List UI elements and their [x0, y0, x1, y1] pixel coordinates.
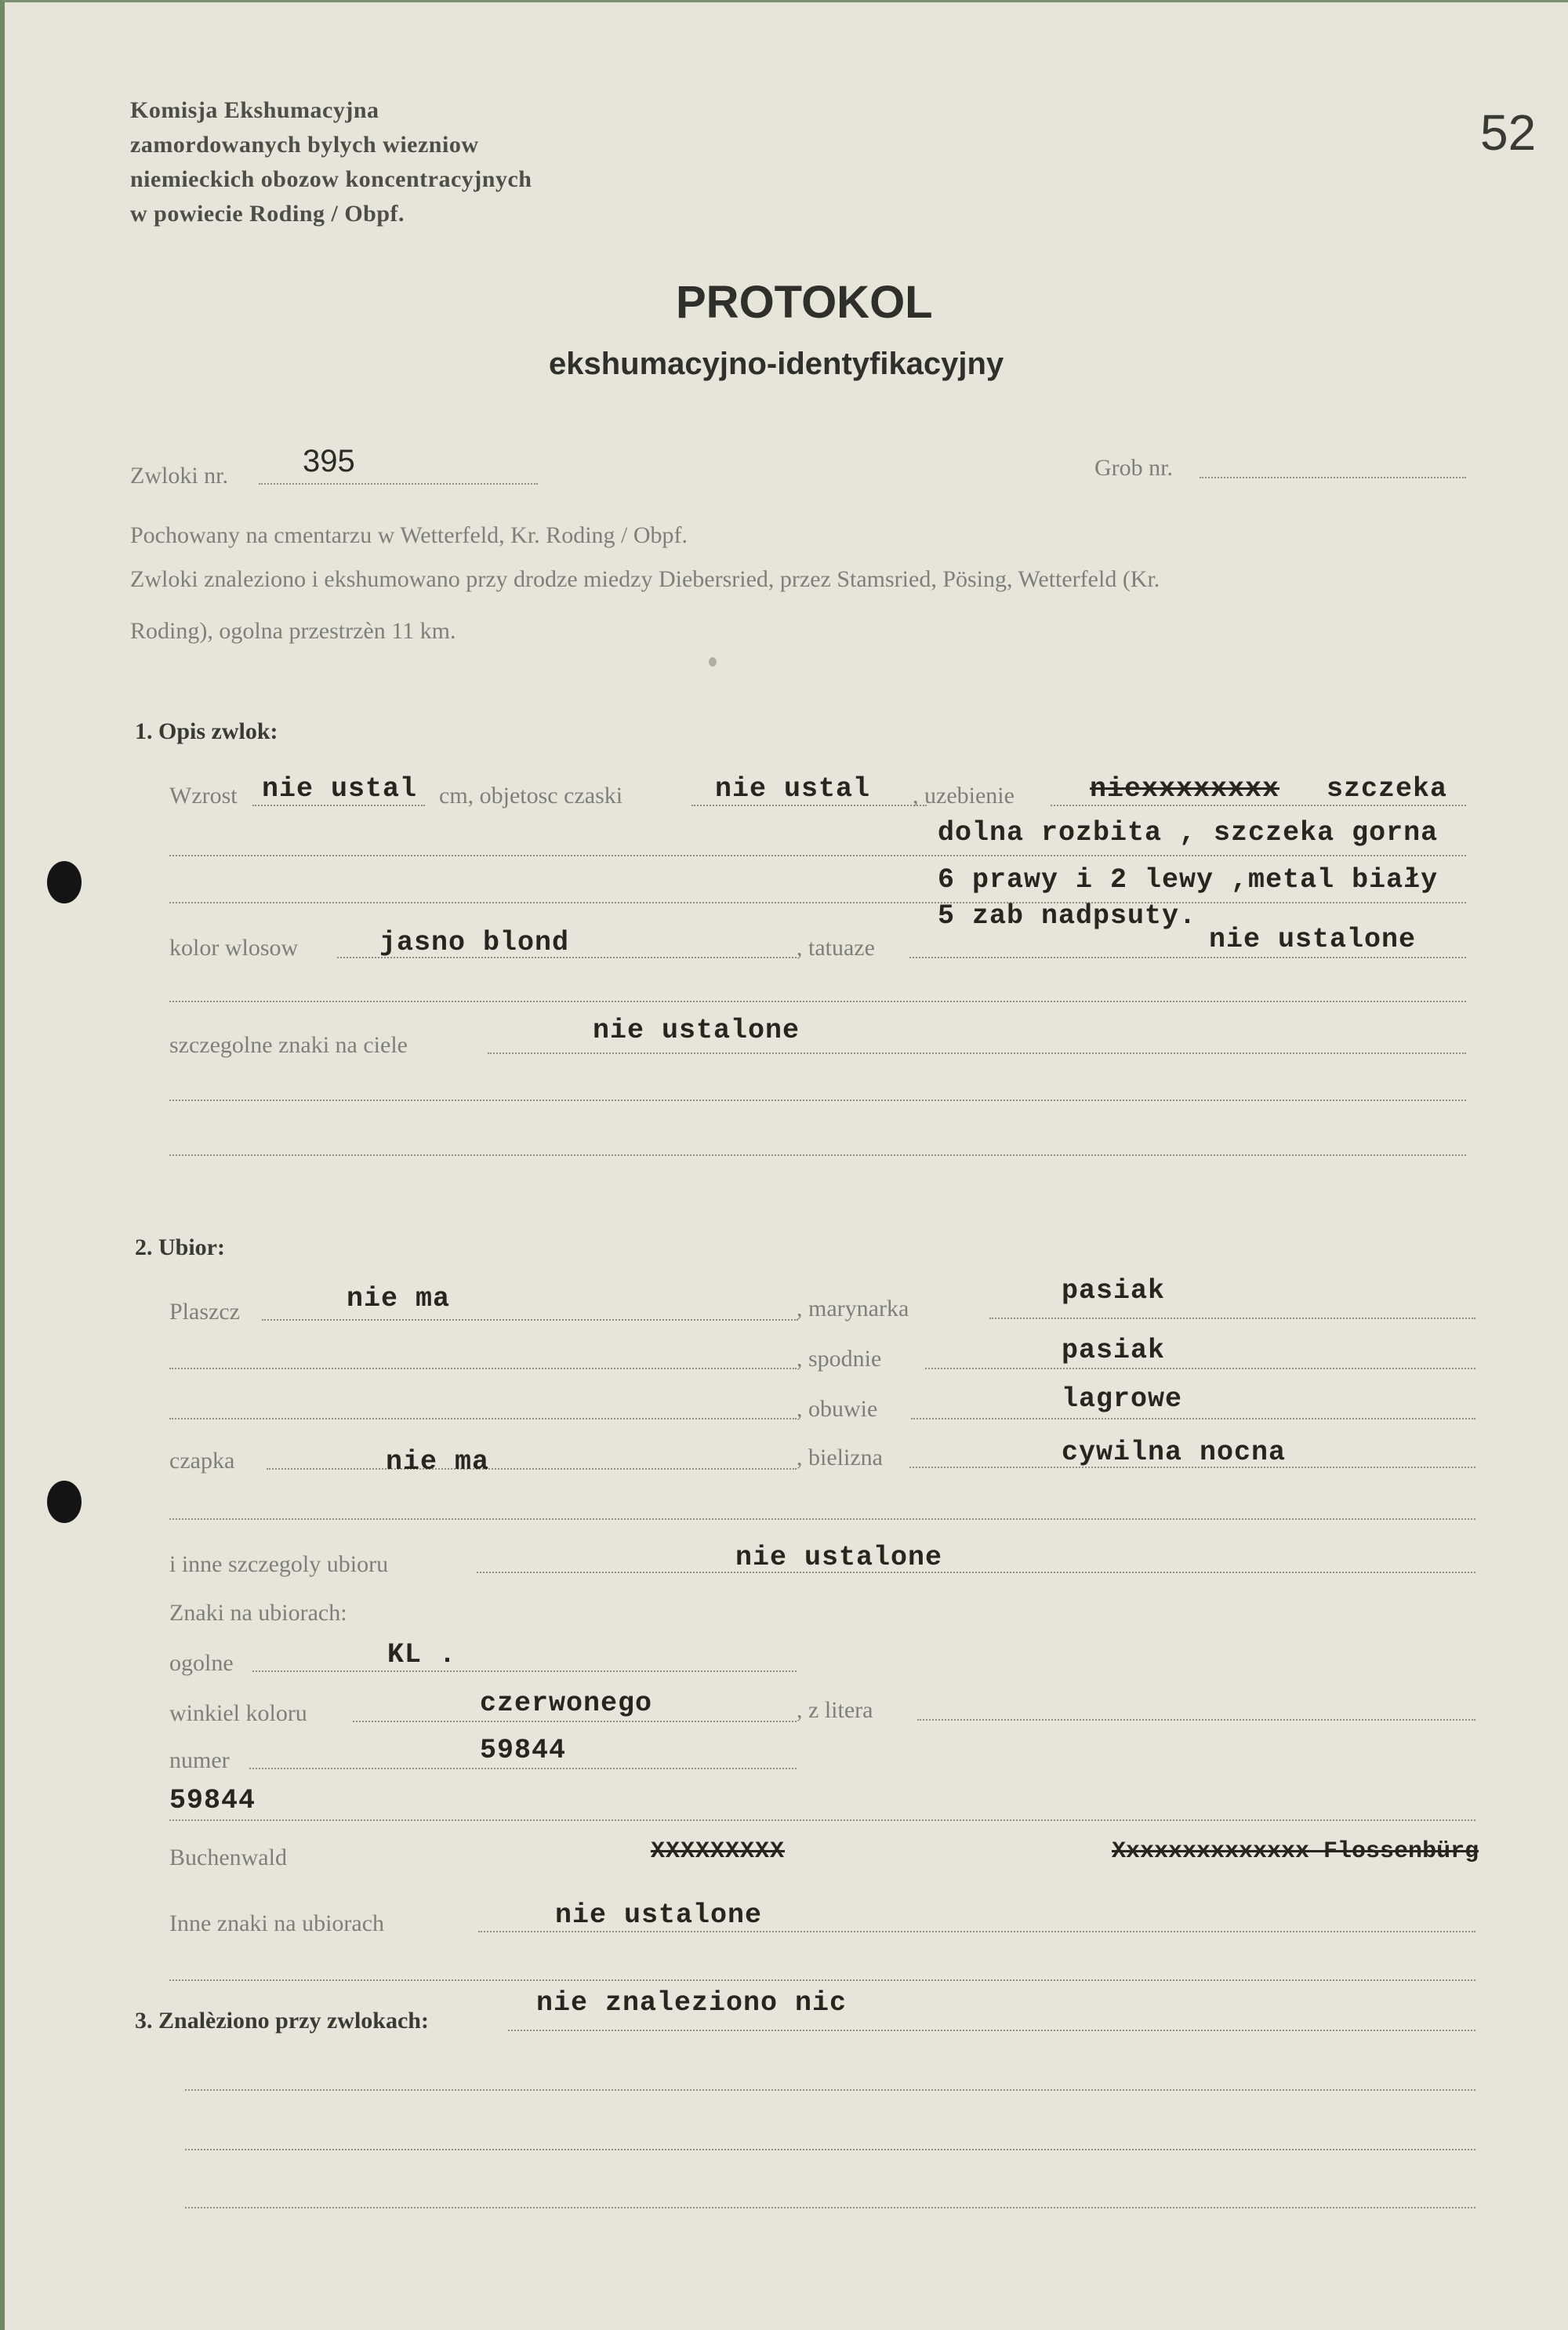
- litera-label: , z litera: [797, 1697, 873, 1723]
- row-line-7: [169, 1819, 1475, 1821]
- spodnie-label: , spodnie: [797, 1346, 882, 1372]
- obuwie-left-line: [169, 1418, 797, 1419]
- grob-line: [1200, 477, 1466, 478]
- plaszcz-value: nie ma: [347, 1283, 451, 1314]
- obuwie-value: lagrowe: [1062, 1383, 1183, 1415]
- plaszcz-line: [262, 1319, 798, 1321]
- spodnie-value: pasiak: [1062, 1335, 1166, 1366]
- uzebienie-line-1: szczeka: [1327, 773, 1448, 805]
- uzebienie-line-2: dolna rozbita , szczeka gorna: [938, 817, 1439, 849]
- znaki-ubior-label: Znaki na ubiorach:: [169, 1600, 347, 1626]
- czapka-value: nie ma: [386, 1446, 490, 1478]
- punch-hole-bottom: [47, 1481, 82, 1523]
- plaszcz-label: Plaszcz: [169, 1299, 240, 1325]
- ogolne-line: [252, 1670, 797, 1672]
- numer-label: numer: [169, 1747, 230, 1773]
- row-line-10: [185, 2149, 1475, 2150]
- uzebienie-struck: niexxxxxxxx: [1090, 773, 1280, 805]
- page-number: 52: [1480, 104, 1537, 161]
- wlosy-value: jasno blond: [379, 927, 570, 958]
- inne-znaki-line: [478, 1931, 1475, 1932]
- wzrost-label: Wzrost: [169, 783, 238, 809]
- ogolne-value: KL .: [387, 1639, 457, 1670]
- uzebienie-line-4: 5 zab nadpsuty.: [938, 900, 1197, 932]
- obuwie-line: [911, 1418, 1475, 1419]
- cm-label: cm, objetosc czaski: [439, 783, 623, 809]
- czapka-label: czapka: [169, 1448, 235, 1474]
- czaszka-value: nie ustal: [715, 773, 871, 805]
- inne-znaki-value: nie ustalone: [555, 1899, 763, 1931]
- numer-value: 59844: [480, 1735, 567, 1766]
- section-1-heading: 1. Opis zwlok:: [135, 718, 278, 744]
- tatuaze-label: , tatuaze: [797, 935, 875, 961]
- header-line-1: Komisja Ekshumacyjna: [130, 97, 379, 123]
- section-3-line: [508, 2030, 1475, 2031]
- grob-label: Grob nr.: [1094, 455, 1173, 481]
- wzrost-line: [252, 805, 425, 806]
- uzebienie-line-3: 6 prawy i 2 lewy ,metal biały: [938, 864, 1439, 896]
- tatuaze-value: nie ustalone: [1209, 924, 1417, 955]
- marynarka-value: pasiak: [1062, 1275, 1166, 1307]
- row-line-8: [169, 1979, 1475, 1981]
- row-line-4: [169, 1100, 1466, 1101]
- intro-line-2: Zwloki znaleziono i ekshumowano przy drodze miedzy Diebersried, przez Stamsried, Pösing, Wetterfeld (Kr.: [130, 566, 1160, 592]
- bielizna-value: cywilna nocna: [1062, 1437, 1287, 1468]
- flossenburg-struck: Xxxxxxxxxxxxxx Flossenbürg: [1112, 1838, 1479, 1865]
- row-line-9: [185, 2089, 1475, 2091]
- row-line-3: [169, 1001, 1466, 1002]
- znaki-cialo-value: nie ustalone: [593, 1015, 800, 1046]
- section-2-heading: 2. Ubior:: [135, 1234, 225, 1260]
- document-title: PROTOKOL: [676, 277, 933, 328]
- row-line-6: [169, 1518, 1475, 1520]
- winkiel-label: winkiel koloru: [169, 1700, 307, 1726]
- inne-znaki-label: Inne znaki na ubiorach: [169, 1910, 385, 1936]
- uzebienie-line: [1051, 805, 1466, 806]
- znaki-cialo-label: szczegolne znaki na ciele: [169, 1032, 408, 1058]
- bielizna-label: , bielizna: [797, 1445, 883, 1470]
- inne-szczegoly-label: i inne szczegoly ubioru: [169, 1551, 389, 1577]
- ogolne-label: ogolne: [169, 1650, 234, 1676]
- wzrost-value: nie ustal: [262, 773, 418, 805]
- zwloki-label: Zwloki nr.: [130, 463, 228, 489]
- row-line-2: [169, 902, 1466, 903]
- marynarka-line: [989, 1318, 1475, 1319]
- marynarka-label: , marynarka: [797, 1296, 909, 1321]
- znaki-cialo-line: [488, 1052, 1466, 1054]
- wlosy-label: kolor wlosow: [169, 935, 299, 961]
- winkiel-line: [353, 1721, 797, 1722]
- ink-spot: [709, 657, 717, 667]
- punch-hole-top: [47, 861, 82, 903]
- czaszka-line: [691, 805, 927, 806]
- czapka-line: [267, 1468, 797, 1470]
- row-line-5: [169, 1154, 1466, 1156]
- header-line-2: zamordowanych bylych wiezniow: [130, 132, 479, 158]
- intro-line-3: Roding), ogolna przestrzèn 11 km.: [130, 618, 456, 644]
- tatuaze-line: [909, 957, 1466, 958]
- row-line-11: [185, 2207, 1475, 2208]
- header-line-4: w powiecie Roding / Obpf.: [130, 201, 405, 227]
- zwloki-line: [259, 483, 538, 485]
- uzebienie-label: , uzebienie: [913, 783, 1014, 809]
- row-line-1: [169, 855, 1466, 856]
- inne-szczegoly-value: nie ustalone: [735, 1542, 943, 1573]
- section-3-heading: 3. Znalèziono przy zwlokach:: [135, 2008, 429, 2034]
- numer-extra-value: 59844: [169, 1785, 256, 1816]
- document-subtitle: ekshumacyjno-identyfikacyjny: [549, 347, 1004, 381]
- numer-line: [249, 1768, 797, 1769]
- inne-szczegoly-line: [477, 1572, 1475, 1573]
- buchenwald-struck: XXXXXXXXX: [651, 1838, 786, 1865]
- litera-line: [917, 1719, 1475, 1721]
- zwloki-value: 395: [303, 444, 355, 478]
- spodnie-line: [925, 1368, 1475, 1369]
- obuwie-label: , obuwie: [797, 1396, 878, 1422]
- section-3-value: nie znaleziono nic: [536, 1987, 848, 2019]
- buchenwald-label: Buchenwald: [169, 1845, 287, 1870]
- header-line-3: niemieckich obozow koncentracyjnych: [130, 166, 532, 192]
- intro-line-1: Pochowany na cmentarzu w Wetterfeld, Kr. Roding / Obpf.: [130, 522, 688, 548]
- spodnie-left-line: [169, 1368, 797, 1369]
- winkiel-value: czerwonego: [480, 1688, 653, 1719]
